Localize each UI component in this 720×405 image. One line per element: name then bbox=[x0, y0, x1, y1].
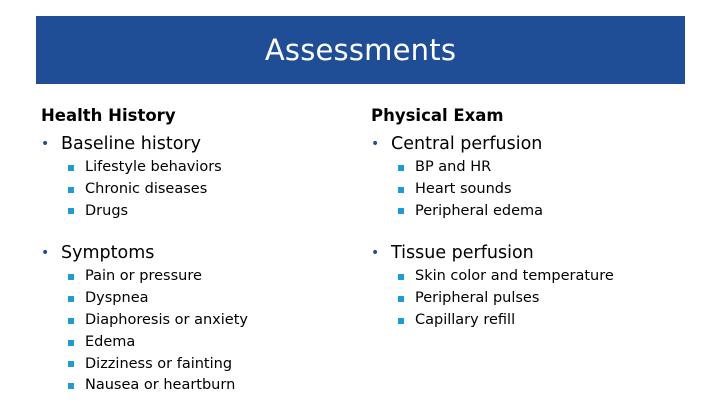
sub-list-item bbox=[41, 157, 341, 179]
sub-list-item bbox=[371, 157, 691, 179]
sub-list bbox=[41, 266, 341, 397]
square-bullet-icon bbox=[398, 208, 404, 214]
health-history-column bbox=[41, 105, 341, 397]
list-item bbox=[371, 131, 691, 222]
sub-list-item bbox=[371, 310, 691, 332]
sub-item-label: Peripheral pulses bbox=[415, 290, 540, 307]
sub-item-label: Heart sounds bbox=[415, 180, 512, 197]
sub-list bbox=[41, 157, 341, 222]
bullet-dot-icon: • bbox=[371, 136, 380, 152]
sub-list-item bbox=[41, 310, 341, 332]
sub-list-item bbox=[41, 354, 341, 376]
list-item bbox=[41, 131, 341, 222]
sub-item-label: BP and HR bbox=[415, 159, 492, 175]
sub-list-item bbox=[371, 266, 691, 288]
column-heading: Health History bbox=[41, 106, 176, 125]
bullet-dot-icon: • bbox=[41, 136, 50, 152]
sub-item-label: Lifestyle behaviors bbox=[85, 159, 222, 175]
bullet-list bbox=[41, 131, 341, 397]
square-bullet-icon bbox=[68, 296, 74, 302]
sub-list-item bbox=[41, 201, 341, 223]
sub-item-label: Chronic diseases bbox=[85, 180, 208, 197]
sub-item-label: Drugs bbox=[85, 202, 129, 219]
sub-list-item bbox=[371, 201, 691, 223]
sub-list-item bbox=[41, 179, 341, 201]
slide-title: Assessments bbox=[264, 33, 457, 67]
square-bullet-icon bbox=[68, 274, 74, 280]
sub-list bbox=[371, 157, 691, 222]
square-bullet-icon bbox=[398, 296, 404, 302]
list-item-label: Central perfusion bbox=[391, 134, 543, 154]
bullet-list bbox=[371, 131, 691, 332]
bullet-dot-icon: • bbox=[371, 245, 380, 262]
sub-list-item bbox=[371, 179, 691, 201]
sub-item-label: Nausea or heartburn bbox=[85, 377, 236, 394]
sub-list bbox=[371, 266, 691, 331]
square-bullet-icon bbox=[68, 208, 74, 214]
sub-list-item bbox=[41, 375, 341, 397]
bullet-dot-icon: • bbox=[41, 245, 50, 262]
sub-item-label: Dizziness or fainting bbox=[85, 355, 233, 372]
sub-list-item bbox=[41, 332, 341, 354]
square-bullet-icon bbox=[398, 165, 404, 171]
square-bullet-icon bbox=[68, 187, 74, 193]
square-bullet-icon bbox=[398, 318, 404, 324]
square-bullet-icon bbox=[398, 187, 404, 193]
sub-list-item bbox=[41, 288, 341, 310]
square-bullet-icon bbox=[398, 274, 404, 280]
sub-item-label: Dyspnea bbox=[85, 290, 149, 307]
sub-item-label: Capillary refill bbox=[415, 311, 516, 328]
physical-exam-column bbox=[371, 105, 691, 332]
sub-item-label: Diaphoresis or anxiety bbox=[85, 311, 248, 328]
sub-item-label: Pain or pressure bbox=[85, 268, 202, 285]
square-bullet-icon bbox=[68, 165, 74, 171]
list-item-label: Symptoms bbox=[61, 243, 155, 264]
sub-list-item bbox=[371, 288, 691, 310]
list-item-label: Baseline history bbox=[61, 134, 201, 154]
square-bullet-icon bbox=[68, 383, 74, 389]
sub-item-label: Peripheral edema bbox=[415, 202, 543, 219]
square-bullet-icon bbox=[68, 340, 74, 346]
list-item bbox=[371, 240, 691, 331]
sub-item-label: Edema bbox=[85, 333, 136, 350]
title-bar bbox=[36, 16, 685, 84]
sub-item-label: Skin color and temperature bbox=[415, 268, 614, 285]
sub-list-item bbox=[41, 266, 341, 288]
column-heading: Physical Exam bbox=[371, 106, 504, 125]
list-item bbox=[41, 240, 341, 397]
square-bullet-icon bbox=[68, 361, 74, 367]
list-item-label: Tissue perfusion bbox=[391, 243, 534, 264]
square-bullet-icon bbox=[68, 318, 74, 324]
